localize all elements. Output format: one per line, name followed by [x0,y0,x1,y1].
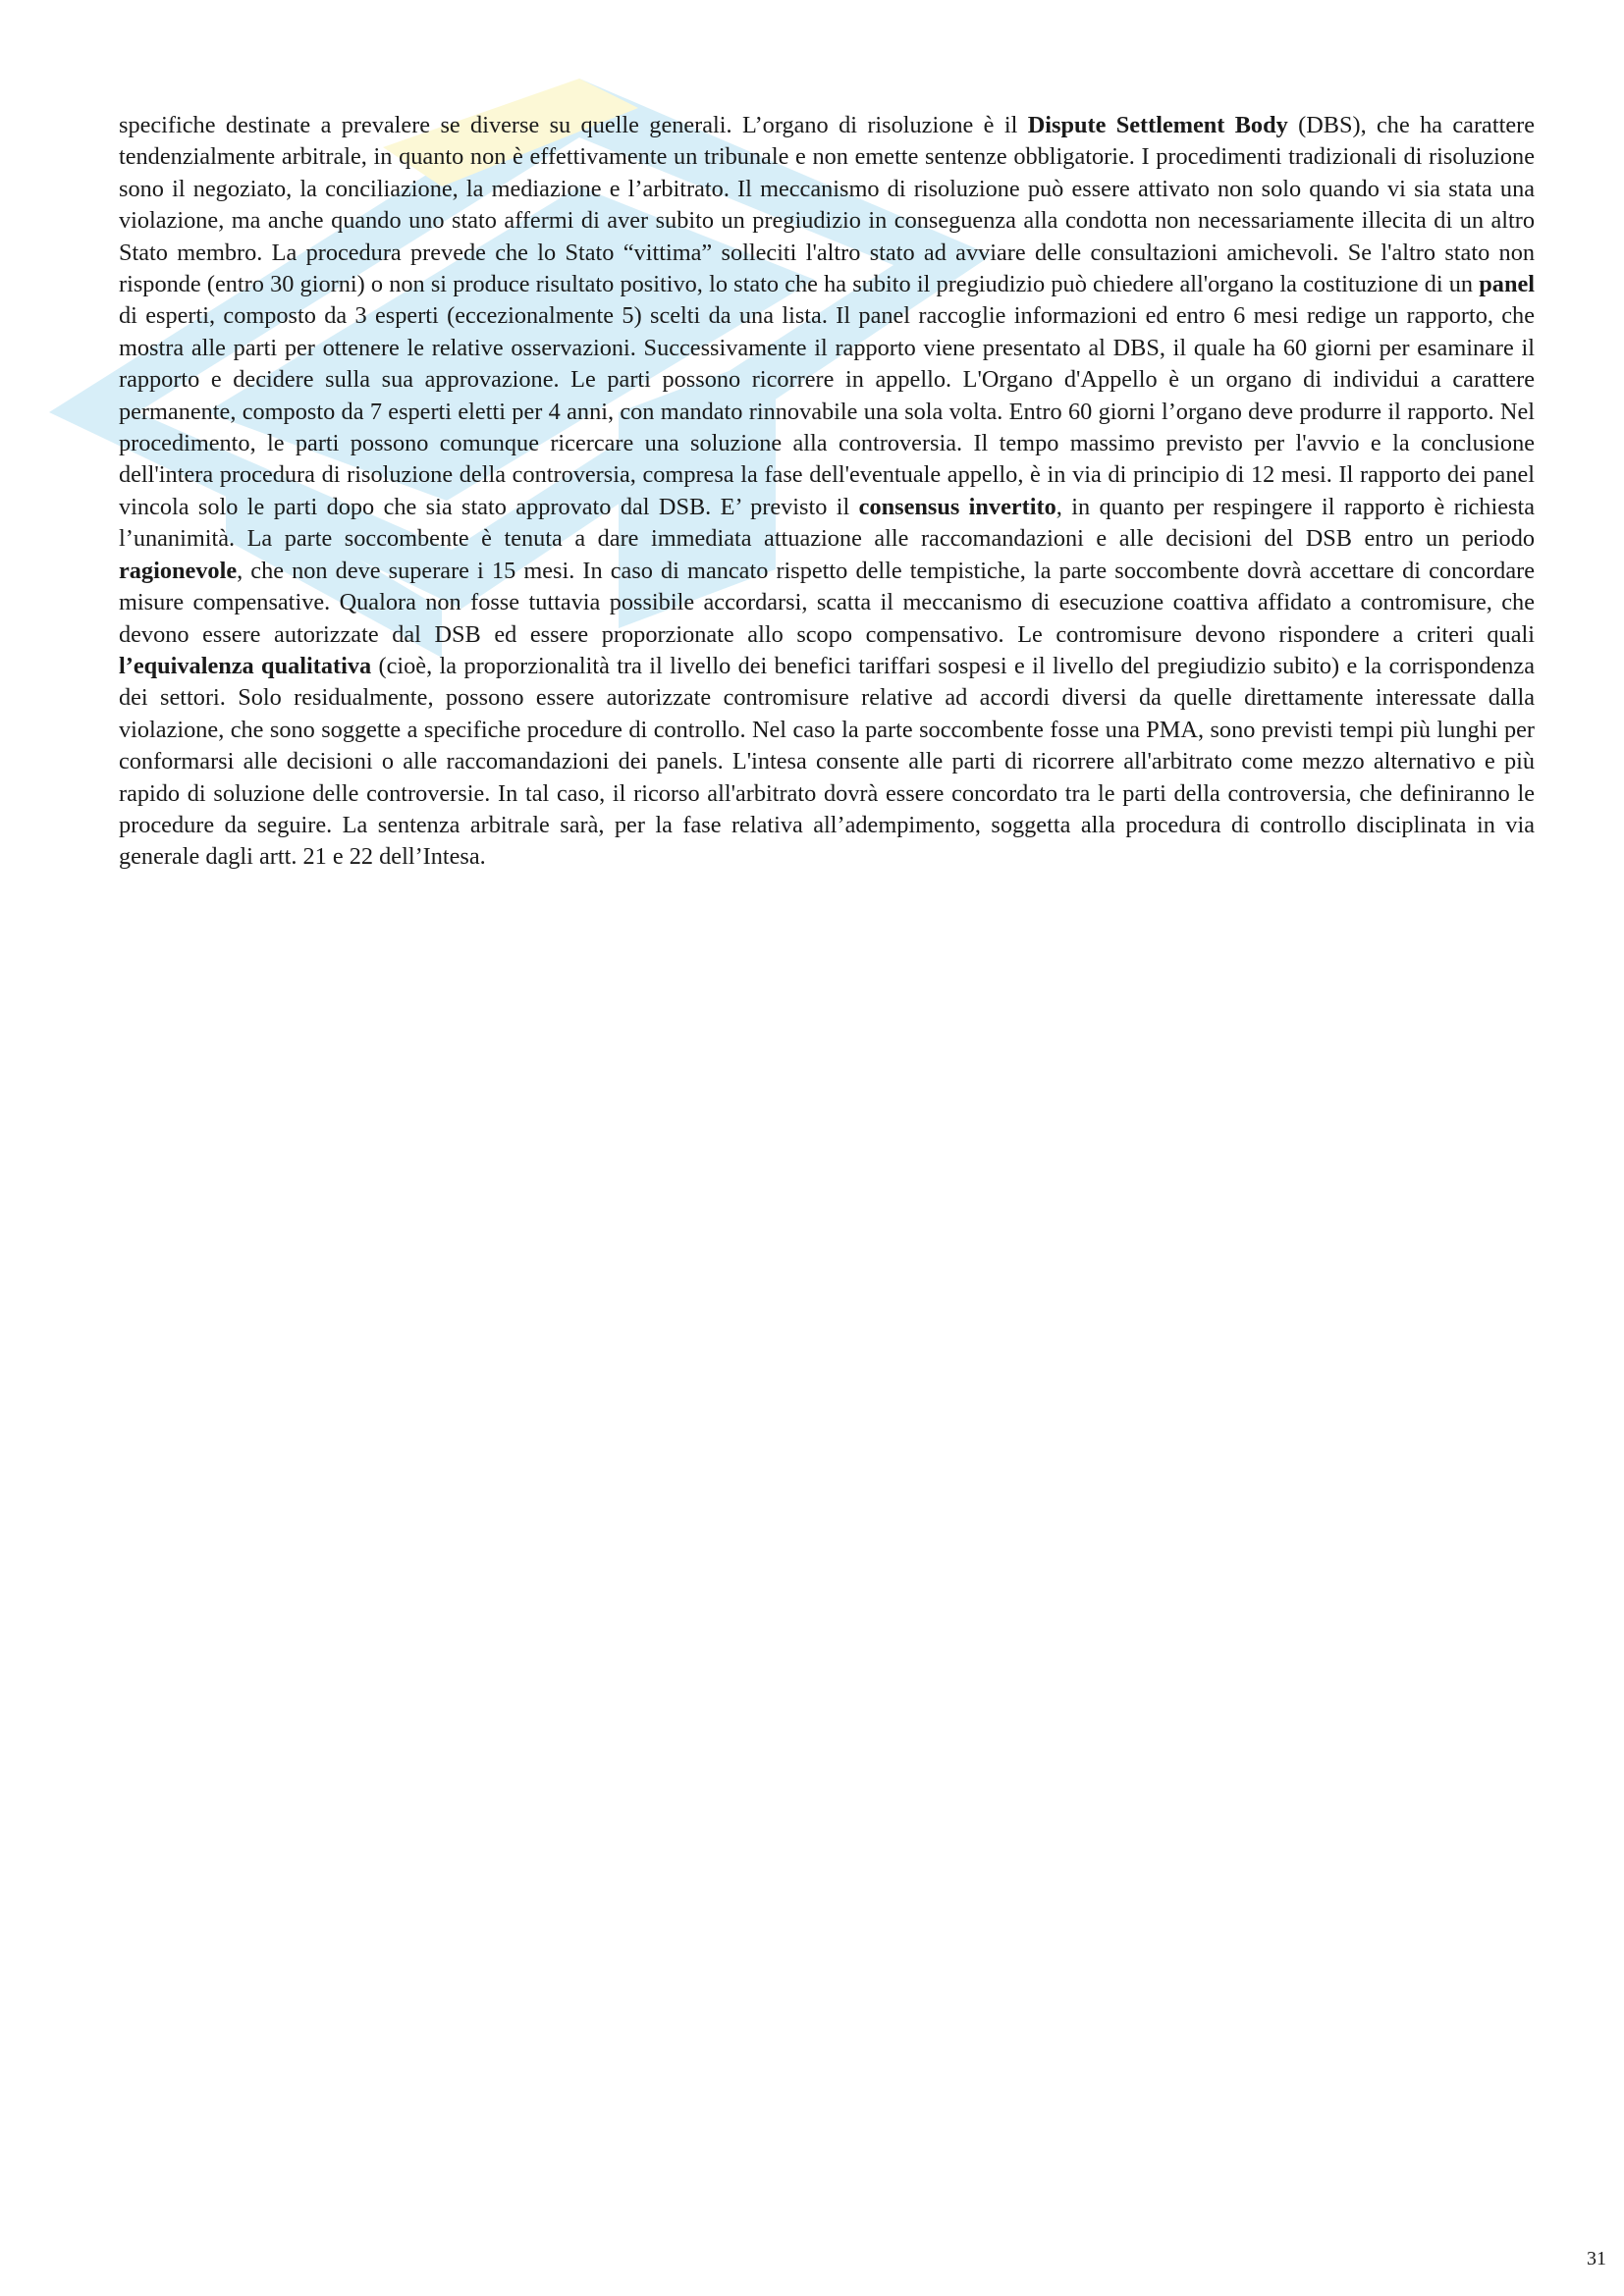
body-text [119,110,1535,874]
text-run: (DBS), che ha carattere tendenzialmente arbitrale, in quanto non è effettivamente un tribunale e non emette sentenze obbligatorie. I procedimenti tradizionali di risoluzione sono il negoziato, la conciliazione, la mediazione e l’arbitrato. Il meccanismo di risoluzione può essere attivato non solo quando vi sia stata una violazione, ma anche quando uno stato affermi di aver subito un pregiudizio in conseguenza alla condotta non necessariamente illecita di un altro Stato membro. La procedura prevede che lo Stato “vittima” solleciti l'altro stato ad avviare delle consultazioni amichevoli. Se l'altro stato non risponde (entro 30 giorni) o non si produce risultato positivo, lo stato che ha subito il pregiudizio può chiedere all'organo la costituzione di un [119,112,1535,298]
bold-term-panel: panel [1479,271,1535,298]
page-number: 31 [1587,2248,1606,2269]
text-run: , in quanto per respingere il rapporto è richiesta l’unanimità. La parte soccombente è tenuta a dare immediata attuazione alle raccomandazioni e alle decisioni del DSB entro un periodo [119,493,1535,553]
text-run: specifiche destinate a prevalere se diverse su quelle generali. L’organo di risoluzione è il [119,112,1028,138]
bold-term-ragionevole: ragionevole [119,557,238,584]
text-run: (cioè, la proporzionalità tra il livello dei benefici tariffari sospesi e il livello del pregiudizio subito) e la corrispondenza dei settori. Solo residualmente, possono essere autorizzate contromisure relative ad accordi diversi da quelle direttamente interessate dalla violazione, che sono soggette a specifiche procedure di controllo. Nel caso la parte soccombente fosse una PMA, sono previsti tempi più lunghi per conformarsi alle decisioni o alle raccomandazioni dei panels. L'intesa consente alle parti di ricorrere all'arbitrato come mezzo alternativo e più rapido di soluzione delle controversie. In tal caso, il ricorso all'arbitrato dovrà essere concordato tra le parti della controversia, che definiranno le procedure da seguire. La sentenza arbitrale sarà, per la fase relativa all’adempimento, soggetta alla procedura di controllo disciplinata in via generale dagli artt. 21 e 22 dell’Intesa. [119,652,1535,871]
bold-term-consensus-invertito: consensus invertito [858,493,1056,520]
text-run: , che non deve superare i 15 mesi. In caso di mancato rispetto delle tempistiche, la parte soccombente dovrà accettare di concordare misure compensative. Qualora non fosse tuttavia possibile accordarsi, scatta il meccanismo di esecuzione coattiva affidato a contromisure, che devono essere autorizzate dal DSB ed essere proporzionate allo scopo compensativo. Le contromisure devono rispondere a criteri quali [119,557,1535,648]
bold-term-equivalenza-qualitativa: l’equivalenza qualitativa [119,652,372,679]
text-run: di esperti, composto da 3 esperti (eccezionalmente 5) scelti da una lista. Il panel raccoglie informazioni ed entro 6 mesi redige un rapporto, che mostra alle parti per ottenere le relative osservazioni. Successivamente il rapporto viene presentato al DBS, il quale ha 60 giorni per esaminare il rapporto e decidere sulla sua approvazione. Le parti possono ricorrere in appello. L'Organo d'Appello è un organo di individui a carattere permanente, composto da 7 esperti eletti per 4 anni, con mandato rinnovabile una sola volta. Entro 60 giorni l’organo deve produrre il rapporto. Nel procedimento, le parti possono comunque ricercare una soluzione alla controversia. Il tempo massimo previsto per l'avvio e la conclusione dell'intera procedura di risoluzione della controversia, compresa la fase dell'eventuale appello, è in via di principio di 12 mesi. Il rapporto dei panel vincola solo le parti dopo che sia stato approvato dal DSB. E’ previsto il [119,302,1535,520]
paragraph [119,110,1535,874]
bold-term-dispute-settlement-body: Dispute Settlement Body [1027,112,1288,138]
